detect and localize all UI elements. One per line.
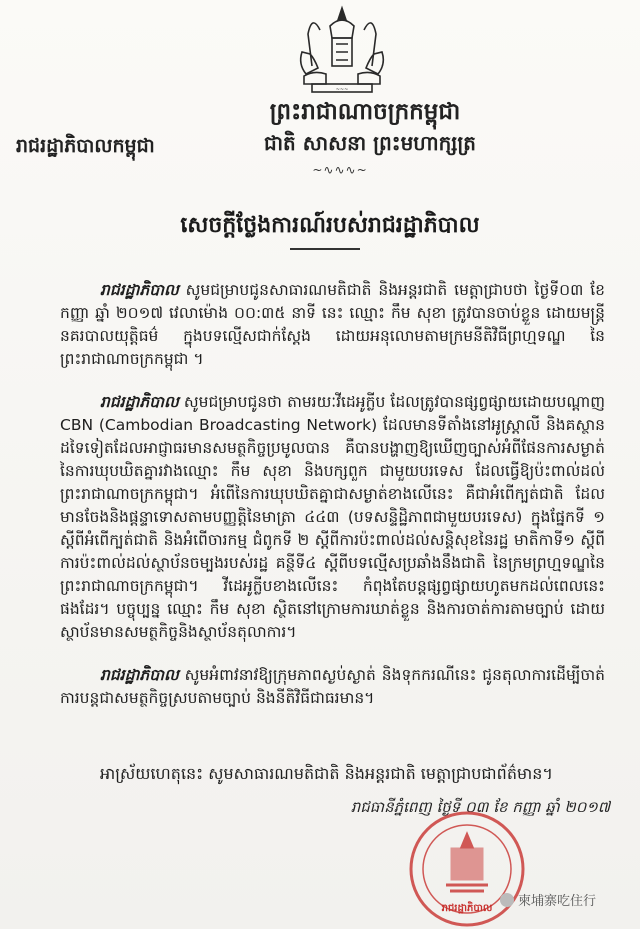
paragraph-arrest [60, 279, 605, 371]
dateline: រាជធានីភ្នំពេញ ថ្ងៃទី ០៣ ខែ កញ្ញា ឆ្នាំ ២០១៧ [350, 798, 610, 816]
kingdom-heading: ព្រះរាជាណាចក្រកម្ពុជា [269, 99, 461, 125]
wechat-icon [500, 893, 514, 907]
svg-text:~~~: ~~~ [335, 87, 349, 93]
paragraph-lead: រាជរដ្ឋាភិបាល [100, 393, 179, 411]
ornament-divider: ~∿∿∿~ [312, 163, 368, 177]
official-seal-stamp-icon [402, 805, 532, 929]
watermark-text: 柬埔寨吃住行 [518, 894, 597, 909]
paragraph-text: សូមជម្រាបជូនថា តាមរយៈវីដេអូក្លីប ដែលត្រូវបានផ្សព្វផ្សាយដោយបណ្តាញ CBN (Cambodian Broadcasting Network) ដែលមានទីតាំងនៅអូស្ត្រាលី និងគស្ថានដទៃទៀតដែលអាជ្ញាធរមានសមត្ថកិច្ចប្រមូលបាន គឺបានបង្ហាញឱ្យឃើញច្បាស់អំពីផែនការសម្ងាត់នៃការឃុបឃិតគ្នារវាងឈ្មោះ កឹម សុខា និងបក្សពួក ជាមួយបរទេស ដែលធ្វើឱ្យប៉ះពាល់ដល់ព្រះរាជាណាចក្រកម្ពុជា។ អំពើនៃការឃុបឃិតគ្នាជាសម្ងាត់ខាងលើនេះ គឺជាអំពើក្បត់ជាតិ ដែលមានចែងនិងផ្តន្ទាទោសតាមបញ្ញត្តិនៃមាត្រា ៤៤៣ (បទសន្ទិដ្ឋិភាពជាមួយបរទេស) ក្នុងផ្នែកទី ១ ស្តីពីអំពើក្បត់ជាតិ និងអំពើចារកម្ម ជំពូកទី ២ ស្តីពីការប៉ះពាល់ដល់សន្តិសុខនៃរដ្ឋ មាតិកាទី១ ស្តីពីការប៉ះពាល់ដល់ស្ថាប័នចម្បងរបស់រដ្ឋ គន្ថីទី៤ ស្តីពីបទល្មើសប្រឆាំងនឹងជាតិ នៃក្រមព្រហ្មទណ្ឌនៃព្រះរាជាណាចក្រកម្ពុជា។ វីដេអូក្លីបខាងលើនេះ កំពុងតែបន្តផ្សព្វផ្សាយហូតមកដល់ពេលនេះផងដែរ។ បច្ចុប្បន្ន ឈ្មោះ កឹម សុខា ស្ថិតនៅក្រោមការឃាត់ខ្លួន និងការចាត់ការតាមច្បាប់ ដោយស្ថាប័នមានសមត្ថកិច្ចនិងស្ថាប័នតុលាការ។ [60, 393, 605, 641]
paragraph-text: សូមអំពាវនាវឱ្យក្រុមភាពស្ងប់ស្ងាត់ និងទុកករណីនេះ ជូនតុលាការដើម្បីចាត់ការបន្តជាសមត្ថកិច្ចស្របតាមច្បាប់ និងនីតិវិធីជាធរមាន។ [60, 666, 605, 707]
paragraph-lead: រាជរដ្ឋាភិបាល [100, 281, 179, 299]
document-title: សេចក្តីថ្លែងការណ៍របស់រាជរដ្ឋាភិបាល [180, 213, 480, 238]
statement-body [60, 279, 605, 730]
royal-coat-of-arms-icon [290, 4, 394, 96]
title-divider [290, 248, 360, 250]
paragraph-lead: រាជរដ្ឋាភិបាល [100, 666, 179, 684]
closing-statement: អាស្រ័យហេតុនេះ សូមសាធារណមតិជាតិ និងអន្តរជាតិ មេត្តាជ្រាបជាព័ត៌មាន។ [100, 764, 553, 783]
national-motto: ជាតិ សាសនា ព្រះមហាក្សត្រ [264, 131, 476, 155]
paragraph-appeal [60, 664, 605, 710]
paragraph-evidence [60, 391, 605, 644]
source-watermark [500, 890, 596, 909]
issuing-government: រាជរដ្ឋាភិបាលកម្ពុជា [16, 135, 155, 157]
seal-text: រាជរដ្ឋាភិបាល [441, 903, 493, 914]
paragraph-text: សូមជម្រាបជូនសាធារណមតិជាតិ និងអន្តរជាតិ មេត្តាជ្រាបថា ថ្ងៃទី០៣ ខែកញ្ញា ឆ្នាំ ២០១៧ វេលាម៉ោង ០០:៣៥ នាទី នេះ ឈ្មោះ កឹម សុខា ត្រូវបានចាប់ខ្លួន ដោយមន្ត្រីនគរបាលយុត្តិធម៌ ក្នុងបទល្មើសជាក់ស្តែង ដោយអនុលោមតាមក្រមនីតិវិធីព្រហ្មទណ្ឌ នៃព្រះរាជាណាចក្រកម្ពុជា ។ [60, 281, 605, 368]
